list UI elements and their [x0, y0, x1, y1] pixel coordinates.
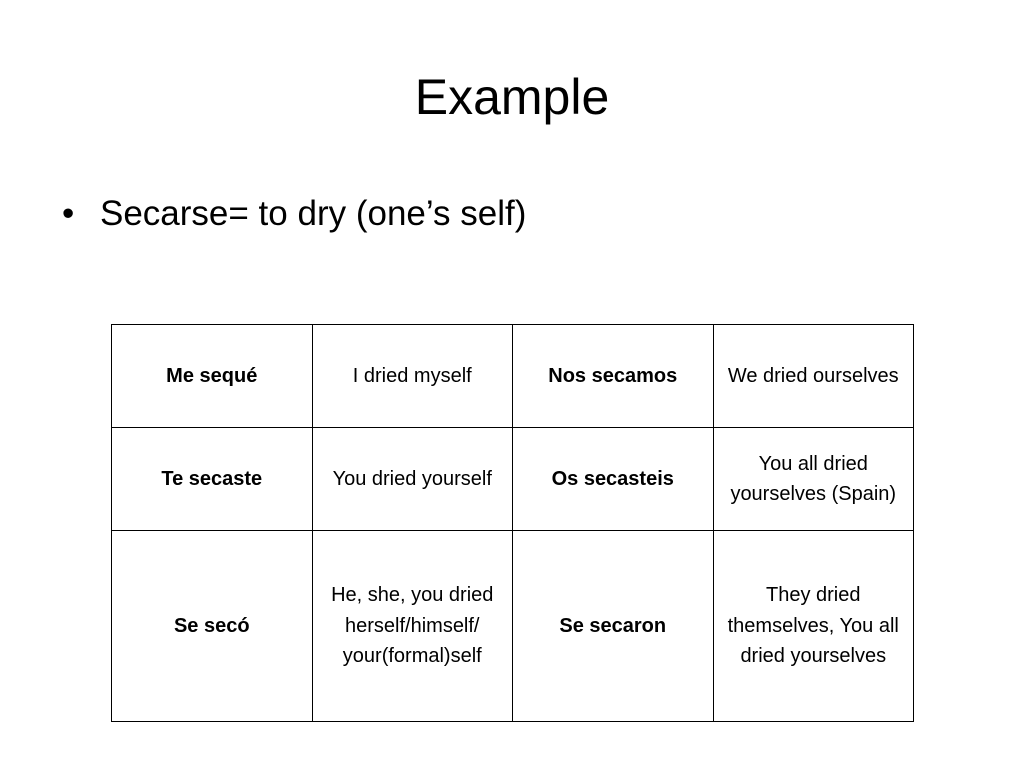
- singular-meaning-cell: You dried yourself: [312, 428, 513, 531]
- singular-form-cell: Te secaste: [112, 428, 313, 531]
- singular-meaning-cell: He, she, you dried herself/himself/ your(formal)self: [312, 531, 513, 722]
- slide-title: Example: [414, 69, 610, 125]
- conjugation-table: [111, 324, 914, 722]
- plural-meaning-cell: We dried ourselves: [713, 325, 914, 428]
- plural-form-cell: Os secasteis: [513, 428, 714, 531]
- bullet-marker: •: [62, 194, 75, 233]
- plural-form-cell: Se secaron: [513, 531, 714, 722]
- singular-form-cell: Se secó: [112, 531, 313, 722]
- plural-form-cell: Nos secamos: [513, 325, 714, 428]
- singular-meaning-cell: I dried myself: [312, 325, 513, 428]
- bullet-item: [62, 192, 526, 236]
- plural-meaning-cell: You all dried yourselves (Spain): [713, 428, 914, 531]
- singular-form-cell: Me sequé: [112, 325, 313, 428]
- bullet-text: Secarse= to dry (one’s self): [100, 194, 527, 233]
- table-row: [112, 428, 914, 531]
- table-row: [112, 531, 914, 722]
- table-row: [112, 325, 914, 428]
- plural-meaning-cell: They dried themselves, You all dried yourselves: [713, 531, 914, 722]
